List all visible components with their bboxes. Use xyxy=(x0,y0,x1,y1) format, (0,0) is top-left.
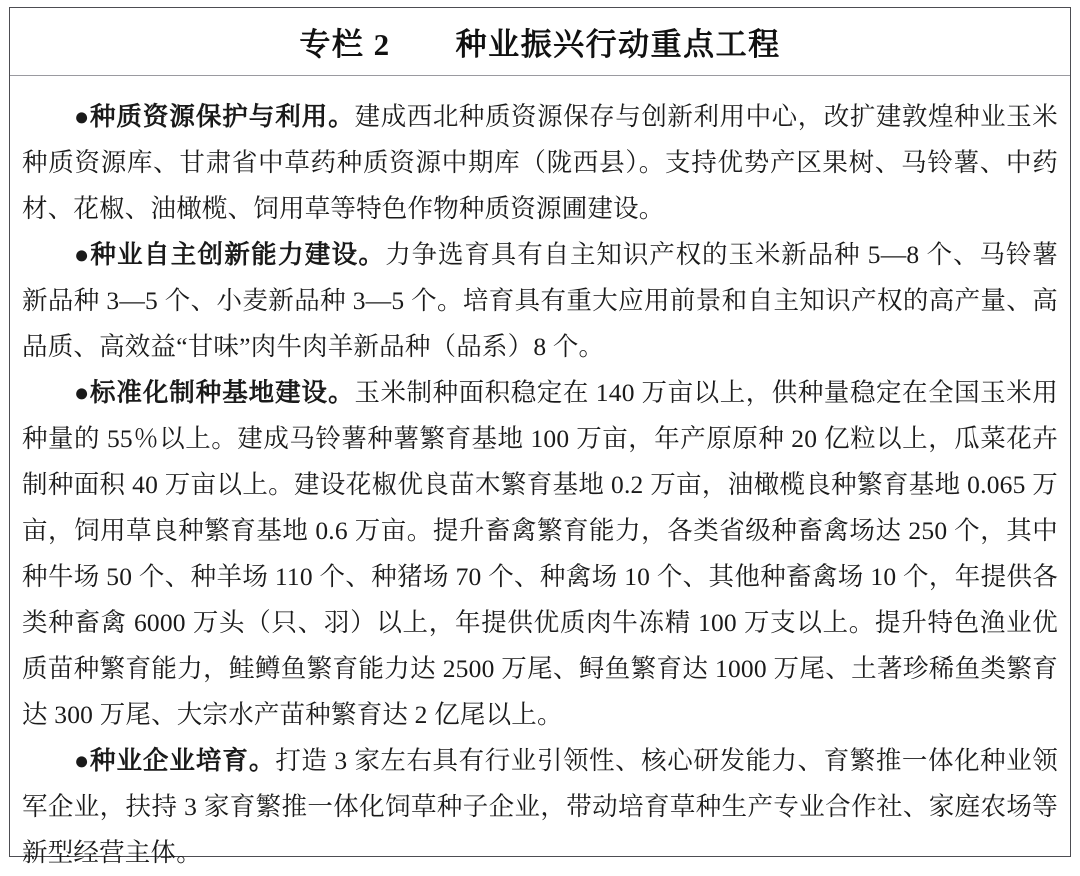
section-heading: 种业企业培育。 xyxy=(89,746,276,775)
bullet-icon: ● xyxy=(74,378,90,407)
bullet-icon: ● xyxy=(74,240,91,269)
section-heading: 标准化制种基地建设。 xyxy=(89,378,355,407)
callout-box xyxy=(9,7,1071,867)
section-heading: 种业自主创新能力建设。 xyxy=(90,240,386,269)
section-paragraph xyxy=(22,94,1058,232)
section-body: 力争选育具有自主知识产权的玉米新品种 5—8 个、马铃薯新品种 3—5 个、小麦新品种 3—5 个。培育具有重大应用前景和自主知识产权的高产量、高品质、高效益“甘味”肉牛肉羊新品种（品系）8 个。 xyxy=(22,240,1058,361)
section-body: 建成西北种质资源保存与创新利用中心，改扩建敦煌种业玉米种质资源库、甘肃省中草药种质资源中期库（陇西县）。支持优势产区果树、马铃薯、中药材、花椒、油橄榄、饲用草等特色作物种质资源圃建设。 xyxy=(22,102,1058,223)
section-paragraph xyxy=(22,738,1058,876)
section-heading: 种质资源保护与利用。 xyxy=(89,102,355,131)
callout-box-header xyxy=(10,8,1070,76)
section-paragraph xyxy=(22,370,1058,738)
callout-box-body xyxy=(10,76,1070,876)
page-title: 专栏 2 种业振兴行动重点工程 xyxy=(299,27,781,62)
section-body: 打造 3 家左右具有行业引领性、核心研发能力、育繁推一体化种业领军企业，扶持 3 家育繁推一体化饲草种子企业，带动培育草种生产专业合作社、家庭农场等新型经营主体。 xyxy=(22,746,1059,867)
section-body: 玉米制种面积稳定在 140 万亩以上，供种量稳定在全国玉米用种量的 55％以上。建成马铃薯种薯繁育基地 100 万亩，年产原原种 20 亿粒以上，瓜菜花卉制种面积 40 万亩以上。建设花椒优良苗木繁育基地 0.2 万亩，油橄榄良种繁育基地 0.065 万亩，饲用草良种繁育基地 0.6 万亩。提升畜禽繁育能力，各类省级种畜禽场达 250 个，其中种牛场 50 个、种羊场 110 个、种猪场 70 个、种禽场 10 个、其他种畜禽场 10 个，年提供各类种畜禽 6000 万头（只、羽）以上，年提供优质肉牛冻精 100 万支以上。提升特色渔业优质苗种繁育能力，鲑鳟鱼繁育能力达 2500 万尾、鲟鱼繁育达 1000 万尾、土著珍稀鱼类繁育达 300 万尾、大宗水产苗种繁育达 2 亿尾以上。 xyxy=(22,378,1058,729)
bullet-icon: ● xyxy=(74,746,90,775)
bullet-icon: ● xyxy=(74,102,90,131)
section-paragraph xyxy=(22,232,1058,370)
